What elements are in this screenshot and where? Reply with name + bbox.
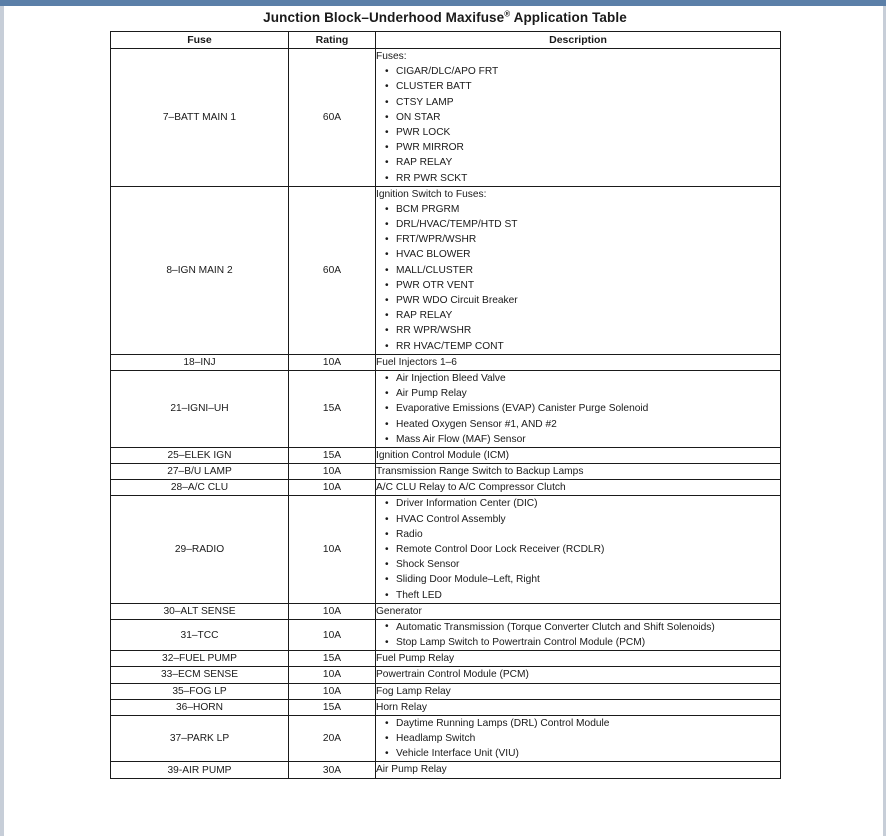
description-text: Fuel Injectors 1–6 [376, 356, 457, 368]
description-bullet-item: • PWR OTR VENT [376, 278, 780, 293]
description-bullet-item: • ON STAR [376, 110, 780, 125]
description-bullet-item: • Driver Information Center (DIC) [376, 496, 780, 511]
description-bullet-item: • FRT/WPR/WSHR [376, 232, 780, 247]
table-row [111, 186, 781, 354]
description-bullet-item: • BCM PRGRM [376, 202, 780, 217]
rating-cell: 10A [289, 619, 376, 650]
table-row [111, 447, 781, 463]
table-row [111, 715, 781, 762]
rating-cell: 15A [289, 651, 376, 667]
description-bullet-item: • Vehicle Interface Unit (VIU) [376, 746, 780, 761]
fuse-cell: 36–HORN [111, 699, 289, 715]
fuse-cell: 37–PARK LP [111, 715, 289, 762]
description-bullet-item: • PWR WDO Circuit Breaker [376, 293, 780, 308]
description-bullet-item: • CIGAR/DLC/APO FRT [376, 64, 780, 79]
rating-cell: 60A [289, 186, 376, 354]
table-row [111, 762, 781, 778]
description-bullet-item: • Mass Air Flow (MAF) Sensor [376, 432, 780, 447]
table-row [111, 370, 781, 447]
description-bullet-item: • Theft LED [376, 588, 780, 603]
table-row [111, 667, 781, 683]
rating-cell: 10A [289, 480, 376, 496]
rating-cell: 10A [289, 496, 376, 603]
rating-cell: 30A [289, 762, 376, 778]
rating-cell: 10A [289, 603, 376, 619]
description-text: Air Pump Relay [376, 764, 447, 776]
description-cell [376, 619, 781, 650]
description-cell [376, 186, 781, 354]
description-bullet-item: • RAP RELAY [376, 155, 780, 170]
description-cell [376, 603, 781, 619]
description-bullet-item: • RR PWR SCKT [376, 171, 780, 186]
description-bullet-item: • Shock Sensor [376, 557, 780, 572]
fuse-cell: 33–ECM SENSE [111, 667, 289, 683]
description-text: Ignition Control Module (ICM) [376, 449, 510, 461]
rating-cell: 10A [289, 464, 376, 480]
description-bullet-item: • PWR LOCK [376, 125, 780, 140]
description-text: A/C CLU Relay to A/C Compressor Clutch [376, 482, 566, 494]
table-row [111, 480, 781, 496]
fuse-cell: 27–B/U LAMP [111, 464, 289, 480]
fuse-cell: 28–A/C CLU [111, 480, 289, 496]
description-cell [376, 651, 781, 667]
fuse-cell: 21–IGNI–UH [111, 370, 289, 447]
description-intro: Ignition Switch to Fuses: [376, 188, 487, 200]
description-bullet-item: • Stop Lamp Switch to Powertrain Control Module (PCM) [376, 635, 780, 650]
description-cell [376, 762, 781, 778]
description-cell [376, 354, 781, 370]
description-cell [376, 699, 781, 715]
table-row [111, 49, 781, 187]
description-bullet-item: • Air Injection Bleed Valve [376, 371, 780, 386]
description-cell [376, 464, 781, 480]
column-header-description: Description [376, 32, 781, 49]
registered-mark: ® [504, 9, 511, 19]
fuse-cell: 18–INJ [111, 354, 289, 370]
column-header-fuse: Fuse [111, 32, 289, 49]
fuse-cell: 30–ALT SENSE [111, 603, 289, 619]
description-bullet-item: • RR WPR/WSHR [376, 323, 780, 338]
table-title-text: Junction Block–Underhood Maxifuse [263, 10, 505, 25]
description-bullet-item: • Automatic Transmission (Torque Converter Clutch and Shift Solenoids) [376, 620, 780, 635]
table-row [111, 651, 781, 667]
fuse-cell: 25–ELEK IGN [111, 447, 289, 463]
description-bullet-item: • PWR MIRROR [376, 140, 780, 155]
description-bullet-item: • Headlamp Switch [376, 731, 780, 746]
table-row [111, 603, 781, 619]
window-left-edge [0, 6, 4, 836]
rating-cell: 10A [289, 667, 376, 683]
description-cell [376, 667, 781, 683]
description-bullet-item: • DRL/HVAC/TEMP/HTD ST [376, 217, 780, 232]
description-bullet-item: • CLUSTER BATT [376, 79, 780, 94]
description-cell [376, 370, 781, 447]
rating-cell: 15A [289, 447, 376, 463]
rating-cell: 20A [289, 715, 376, 762]
fuse-cell: 29–RADIO [111, 496, 289, 603]
rating-cell: 15A [289, 370, 376, 447]
description-text: Powertrain Control Module (PCM) [376, 669, 529, 681]
table-row [111, 354, 781, 370]
description-text: Fog Lamp Relay [376, 685, 451, 697]
fuse-cell: 35–FOG LP [111, 683, 289, 699]
description-bullet-item: • HVAC BLOWER [376, 247, 780, 262]
description-bullet-item: • Evaporative Emissions (EVAP) Canister Purge Solenoid [376, 401, 780, 416]
rating-cell: 60A [289, 49, 376, 187]
description-cell [376, 683, 781, 699]
description-bullet-item: • Radio [376, 527, 780, 542]
description-bullet-item: • RAP RELAY [376, 308, 780, 323]
table-row [111, 683, 781, 699]
description-bullet-item: • Daytime Running Lamps (DRL) Control Module [376, 716, 780, 731]
description-intro: Fuses: [376, 51, 407, 62]
table-row [111, 464, 781, 480]
fuse-cell: 39-AIR PUMP [111, 762, 289, 778]
table-row [111, 619, 781, 650]
header-row [111, 32, 781, 49]
table-row [111, 699, 781, 715]
description-text: Generator [376, 605, 422, 617]
description-bullet-item: • Heated Oxygen Sensor #1, AND #2 [376, 417, 780, 432]
description-cell [376, 447, 781, 463]
description-cell [376, 480, 781, 496]
description-text: Fuel Pump Relay [376, 653, 455, 665]
description-bullet-item: • Air Pump Relay [376, 386, 780, 401]
description-bullet-item: • CTSY LAMP [376, 95, 780, 110]
rating-cell: 10A [289, 354, 376, 370]
description-cell [376, 49, 781, 187]
table-title [110, 10, 780, 25]
description-text: Horn Relay [376, 701, 427, 713]
description-cell [376, 496, 781, 603]
fuse-cell: 7–BATT MAIN 1 [111, 49, 289, 187]
table-title-suffix: Application Table [510, 10, 627, 25]
column-header-rating: Rating [289, 32, 376, 49]
rating-cell: 15A [289, 699, 376, 715]
fuse-application-table [110, 31, 781, 779]
description-bullet-item: • RR HVAC/TEMP CONT [376, 339, 780, 354]
description-bullet-item: • HVAC Control Assembly [376, 512, 780, 527]
rating-cell: 10A [289, 683, 376, 699]
description-text: Transmission Range Switch to Backup Lamps [376, 466, 584, 478]
description-bullet-item: • Sliding Door Module–Left, Right [376, 572, 780, 587]
description-bullet-item: • MALL/CLUSTER [376, 263, 780, 278]
description-cell [376, 715, 781, 762]
window-top-bar [0, 0, 886, 6]
fuse-cell: 8–IGN MAIN 2 [111, 186, 289, 354]
fuse-cell: 31–TCC [111, 619, 289, 650]
fuse-cell: 32–FUEL PUMP [111, 651, 289, 667]
description-bullet-item: • Remote Control Door Lock Receiver (RCDLR) [376, 542, 780, 557]
table-row [111, 496, 781, 603]
